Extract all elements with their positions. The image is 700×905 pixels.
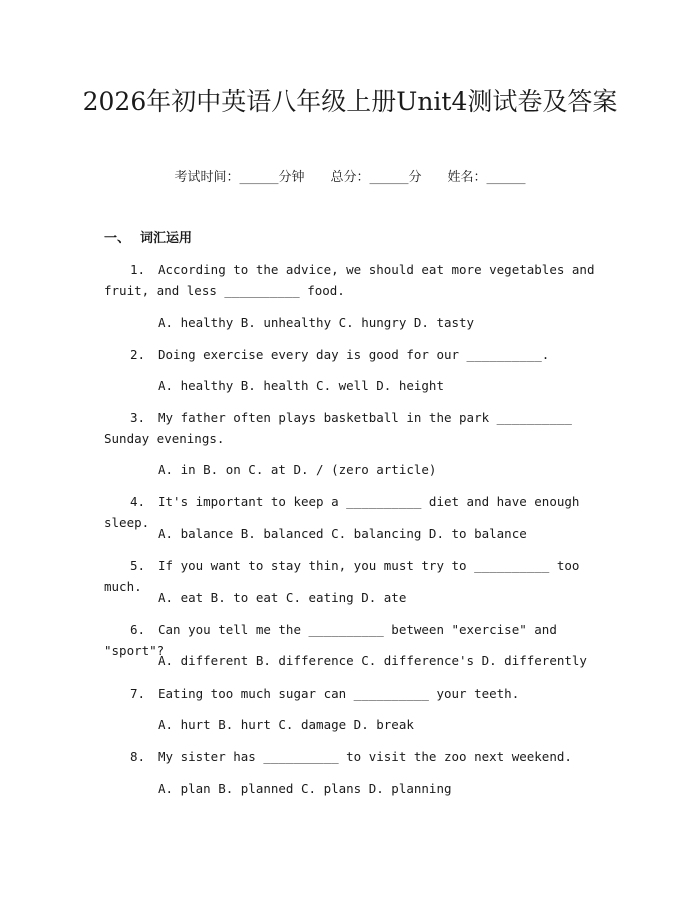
exam-time-field: 考试时间：______分钟 bbox=[174, 170, 305, 185]
question-8-options: A. plan B. planned C. plans D. planning bbox=[158, 781, 452, 796]
question-text: My father often plays basketball in the park __________ Sunday evenings. bbox=[104, 410, 580, 446]
question-number: 4. bbox=[130, 494, 146, 509]
question-text: If you want to stay thin, you must try to __________ too much. bbox=[104, 558, 587, 594]
question-text: Can you tell me the __________ between "exercise" and "sport"? bbox=[104, 622, 565, 658]
section-heading bbox=[104, 229, 192, 249]
question-text: Doing exercise every day is good for our __________. bbox=[158, 347, 550, 362]
question-number: 2. bbox=[130, 347, 146, 362]
question-3-options: A. in B. on C. at D. / (zero article) bbox=[158, 462, 437, 477]
document-title: 2026年初中英语八年级上册Unit4测试卷及答案 bbox=[82, 87, 618, 116]
student-name-field: 姓名：______ bbox=[447, 170, 526, 185]
question-text: It's important to keep a __________ diet and have enough sleep. bbox=[104, 494, 587, 530]
question-number: 3. bbox=[130, 410, 146, 425]
question-8 bbox=[104, 746, 602, 767]
question-2 bbox=[104, 344, 602, 365]
question-4-options: A. balance B. balanced C. balancing D. to balance bbox=[158, 526, 527, 541]
exam-meta-line bbox=[0, 168, 700, 188]
question-7-options: A. hurt B. hurt C. damage D. break bbox=[158, 717, 414, 732]
question-number: 8. bbox=[130, 749, 146, 764]
question-5-options: A. eat B. to eat C. eating D. ate bbox=[158, 590, 407, 605]
question-number: 1. bbox=[130, 262, 146, 277]
question-3 bbox=[104, 407, 602, 449]
question-text: Eating too much sugar can __________ your teeth. bbox=[158, 686, 520, 701]
question-number: 7. bbox=[130, 686, 146, 701]
question-number: 5. bbox=[130, 558, 146, 573]
question-2-options: A. healthy B. health C. well D. height bbox=[158, 378, 444, 393]
question-number: 6. bbox=[130, 622, 146, 637]
question-1-options: A. healthy B. unhealthy C. hungry D. tasty bbox=[158, 315, 475, 330]
section-number: 一、 bbox=[104, 231, 131, 246]
question-1 bbox=[104, 259, 602, 301]
section-title: 词汇运用 bbox=[140, 231, 193, 246]
question-6-options: A. different B. difference C. difference's D. differently bbox=[158, 653, 587, 668]
question-text: According to the advice, we should eat more vegetables and fruit, and less __________ food. bbox=[104, 262, 603, 298]
question-text: My sister has __________ to visit the zoo next weekend. bbox=[158, 749, 572, 764]
question-7 bbox=[104, 683, 602, 704]
total-score-field: 总分：______分 bbox=[330, 170, 422, 185]
